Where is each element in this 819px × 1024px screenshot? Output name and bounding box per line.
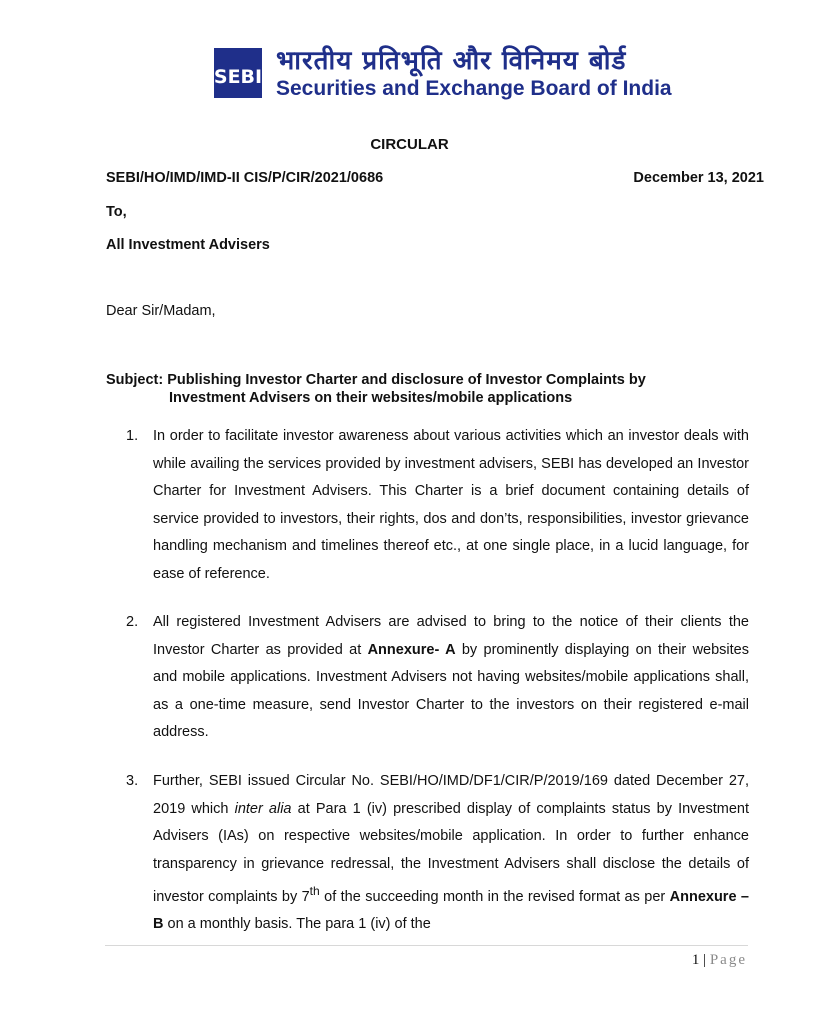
footer-divider [105, 945, 748, 946]
subject-line-1: Subject: Publishing Investor Charter and disclosure of Investor Complaints by [106, 372, 646, 388]
paragraph-number: 1. [126, 428, 139, 444]
page-number [692, 952, 747, 969]
svg-text:SEBI: SEBI [213, 66, 263, 88]
paragraph-number: 2. [126, 614, 139, 630]
sebi-logo-icon [212, 46, 264, 100]
subject [106, 371, 726, 407]
salutation: Dear Sir/Madam, [106, 303, 216, 319]
annexure-a-ref: Annexure- A [367, 641, 456, 658]
paragraph-text: by prominently displaying on their websites and mobile applications. Investment Advisers not having websites/mobile applications shall, as a one-time measure, send Investor Charter to the investors on their registered e-mail address. [153, 641, 749, 740]
paragraph-text: Further, SEBI issued Circular No. SEBI/HO/IMD/DF1/CIR/P/2019/169 dated December 27, 2019 which [153, 773, 749, 817]
page-separator: | [699, 952, 710, 968]
org-name-english: Securities and Exchange Board of India [276, 77, 672, 100]
paragraph-text: on a monthly basis. The para 1 (iv) of the [163, 916, 431, 933]
org-name-hindi: भारतीय प्रतिभूति और विनिमय बोर्ड [276, 46, 627, 76]
paragraph-text: at Para 1 (iv) prescribed display of complaints status by Investment Advisers (IAs) on respective websites/mobile application. In order to further enhance transparency in grievance redressal, the Investment Advisers shall disclose the details of investor complaints by 7 [153, 800, 750, 905]
paragraph-2 [126, 609, 749, 747]
paragraph-list-1 [126, 423, 749, 588]
ordinal-suffix: th [309, 884, 320, 898]
paragraph-1 [126, 423, 749, 588]
page-number-value: 1 [691, 952, 700, 968]
paragraph-text: In order to facilitate investor awareness about various activities which an investor deals with while availing the services provided by investment advisers, SEBI has developed an Investor Charter for Investment Advisers. This Charter is a brief document containing details of service provided to investors, their rights, dos and don’ts, responsibilities, investor grievance handling mechanism and timelines thereof etc., at one single place, in a lucid language, for ease of reference. [153, 428, 749, 582]
paragraph-text: of the succeeding month in the revised format as per [319, 888, 670, 905]
letterhead [212, 46, 672, 102]
subject-line-2: Investment Advisers on their websites/mobile applications [169, 390, 573, 406]
inter-alia: inter alia [234, 800, 292, 817]
document-title: CIRCULAR [370, 136, 449, 153]
paragraph-3 [126, 768, 749, 939]
paragraph-list-2 [126, 609, 749, 747]
circular-date: December 13, 2021 [633, 170, 764, 186]
paragraph-text: All registered Investment Advisers are advised to bring to the notice of their clients the Investor Charter as provided at [153, 614, 749, 658]
to-label: To, [106, 204, 127, 220]
paragraph-list-3 [126, 768, 749, 939]
paragraph-number: 3. [126, 773, 139, 789]
addressee: All Investment Advisers [106, 237, 270, 253]
page-label: Page [709, 952, 747, 968]
annexure-b-ref: Annexure –B [153, 888, 749, 933]
circular-reference-number: SEBI/HO/IMD/IMD-II CIS/P/CIR/2021/0686 [106, 170, 384, 186]
